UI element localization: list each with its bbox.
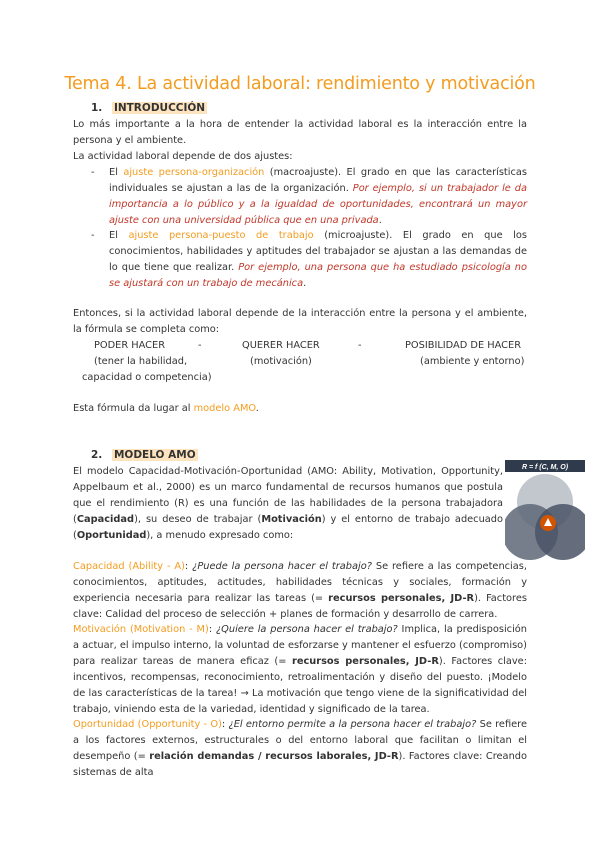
- adjustments-paragraph: La actividad laboral depende de dos ajustes:: [73, 151, 293, 162]
- oportunidad-question: ¿El entorno permite a la persona hacer el trabajo?: [228, 719, 477, 730]
- bullet-dash: -: [91, 230, 95, 241]
- oportunidad-text-2: ). Factores clave: Creando sistemas de alta: [73, 751, 527, 778]
- amo-lead-text: Esta fórmula da lugar al: [73, 403, 194, 414]
- capacidad-bold: recursos personales, JD-R: [328, 593, 475, 604]
- amo-lead-paragraph: [73, 401, 259, 417]
- motivacion-text-1: Implica, la predisposición a actuar, el impulso interno, la voluntad de esforzarse y mantener el esfuerzo (compromiso) para realizar tareas de manera eficaz (=: [73, 624, 527, 667]
- page-title: Tema 4. La actividad laboral: rendimiento y motivación: [64, 74, 536, 94]
- oportunidad-text-1: Se refiere a los factores externos, estructurales o del entorno laboral que facilitan o limitan el desempeño (=: [73, 719, 527, 762]
- bullet-person-organization: [109, 165, 527, 229]
- amo-intro-capacidad: Capacidad: [76, 514, 135, 525]
- formula-col2-sub: (motivación): [250, 356, 312, 367]
- oportunidad-key: Oportunidad (Opportunity - O): [73, 719, 222, 730]
- amo-intro-oportunidad: Oportunidad: [76, 530, 147, 541]
- bullet-2-prefix: El: [109, 230, 129, 241]
- motivacion-question: ¿Quiere la persona hacer el trabajo?: [215, 624, 398, 635]
- formula-intro-paragraph: Entonces, si la actividad laboral depende de la interacción entre la persona y el ambiente, la fórmula se completa como:: [73, 308, 527, 335]
- capacidad-question: ¿Puede la persona hacer el trabajo?: [192, 561, 372, 572]
- capacidad-paragraph: Capacidad (Ability - A): ¿Puede la persona hacer el trabajo? Se refiere a las competencias, conocimientos, aptitudes, actitudes, habilidades técnicas y sociales, formación y experiencia necesaria para realizar las tareas (= recursos personales, JD-R). Factores clave: Calidad del proceso de selección + planes de formación y desarrollo de carrera.: [73, 561, 527, 620]
- formula-col2-title: QUERER HACER: [242, 340, 320, 351]
- formula-separator: -: [198, 340, 202, 351]
- section-2-title: MODELO AMO: [113, 449, 196, 461]
- motivacion-key: Motivación (Motivation - M): [73, 624, 209, 635]
- section-2-heading: [91, 449, 198, 461]
- capacidad-key: Capacidad (Ability - A): [73, 561, 185, 572]
- amo-intro-paragraph: [73, 464, 503, 544]
- motivacion-paragraph: Motivación (Motivation - M): ¿Quiere la persona hacer el trabajo? Implica, la predisposición a actuar, el impulso interno, la voluntad de esforzarse y mantener el esfuerzo (compromiso) para realizar tareas de manera eficaz (= recursos personales, JD-R). Factores clave: incentivos, recompensas, reconocimiento, retroalimentación y diseño del puesto. ¡Modelo de las características de la tarea! → La motivación que tengo viene de la significatividad del trabajo, viniendo esta de la variedad, identidad y significado de la tarea.: [73, 624, 527, 715]
- intro-paragraph: Lo más importante a la hora de entender la actividad laboral es la interacción entre la persona y el ambiente.: [73, 119, 527, 146]
- amo-intro-2: ), su deseo de trabajar (: [134, 514, 262, 525]
- amo-lead-end: .: [255, 403, 259, 414]
- bullet-1-prefix: El: [109, 167, 124, 178]
- formula-separator: -: [358, 340, 362, 351]
- modelo-amo-link: modelo AMO: [193, 403, 256, 414]
- section-1-heading: [91, 102, 207, 114]
- formula-col3-title: POSIBILIDAD DE HACER: [405, 340, 521, 351]
- ajuste-persona-organizacion: ajuste persona-organización: [123, 167, 265, 178]
- bullet-1-example: Por ejemplo, si un trabajador le da importancia a lo público y a la igualdad de oportunidades, encontrará un mayor ajuste con una universidad pública que en una privada: [109, 183, 527, 226]
- motivacion-text-2: ). Factores clave: incentivos, recompensas, reconocimiento, retroalimentación y diseño del puesto. ¡Modelo de las características de la tarea! → La motivación que tengo viene de la significatividad del trabajo, viniendo esta de la variedad, identidad y significado de la tarea.: [73, 656, 527, 715]
- ajuste-persona-puesto: ajuste persona-puesto de trabajo: [128, 230, 314, 241]
- formula-col1-sub2: capacidad o competencia): [82, 372, 212, 383]
- oportunidad-bold: relación demandas / recursos laborales, JD-R: [149, 751, 399, 762]
- formula-col3-sub: (ambiente y entorno): [420, 356, 525, 367]
- formula-col1-sub1: (tener la habilidad,: [94, 356, 188, 367]
- capacidad-text-2: ). Factores clave: Calidad del proceso de selección + planes de formación y desarrollo de carrera.: [73, 593, 527, 620]
- amo-intro-4: ), a menudo expresado como:: [146, 530, 294, 541]
- section-1-number: 1.: [91, 102, 103, 114]
- amo-intro-1: El modelo Capacidad-Motivación-Oportunidad (AMO: Ability, Motivation, Opportunity, Appelbaum et al., 2000) es un marco fundamental de recursos humanos que postula que el rendimiento (R) es una función de las habilidades de la persona trabajadora (: [73, 466, 503, 525]
- section-2-number: 2.: [91, 449, 103, 461]
- bullet-dash: -: [91, 167, 95, 178]
- bullet-2-text: (microajuste). El grado en que los conocimientos, habilidades y aptitudes del trabajador se ajustan a las demandas de lo que tiene que realizar.: [109, 230, 527, 273]
- diagram-formula-label: R = f (C, M, O): [521, 464, 569, 471]
- section-1-title: INTRODUCCIÓN: [113, 102, 206, 114]
- motivacion-bold: recursos personales, JD-R: [291, 656, 439, 667]
- amo-intro-motivacion: Motivación: [261, 514, 322, 525]
- bullet-1-end: .: [378, 215, 382, 226]
- formula-col1-title: PODER HACER: [94, 340, 166, 351]
- bullet-2-end: .: [303, 278, 307, 289]
- bullet-person-job: [109, 228, 527, 292]
- bullet-2-example: Por ejemplo, una persona que ha estudiado psicología no se ajustará con un trabajo de mecánica: [109, 262, 527, 289]
- bullet-1-text: (macroajuste). El grado en que las características individuales se ajustan a las de la organización.: [109, 167, 527, 194]
- capacidad-text-1: Se refiere a las competencias, conocimientos, aptitudes, actitudes, habilidades técnicas y sociales, formación y experiencia necesaria para realizar las tareas (=: [73, 561, 527, 604]
- oportunidad-paragraph: Oportunidad (Opportunity - O): ¿El entorno permite a la persona hacer el trabajo? Se refiere a los factores externos, estructurales o del entorno laboral que facilitan o limitan el desempeño (= relación demandas / recursos laborales, JD-R). Factores clave: Creando sistemas de alta: [73, 719, 527, 778]
- amo-intro-3: ) y el entorno de trabajo adecuado (: [73, 514, 503, 541]
